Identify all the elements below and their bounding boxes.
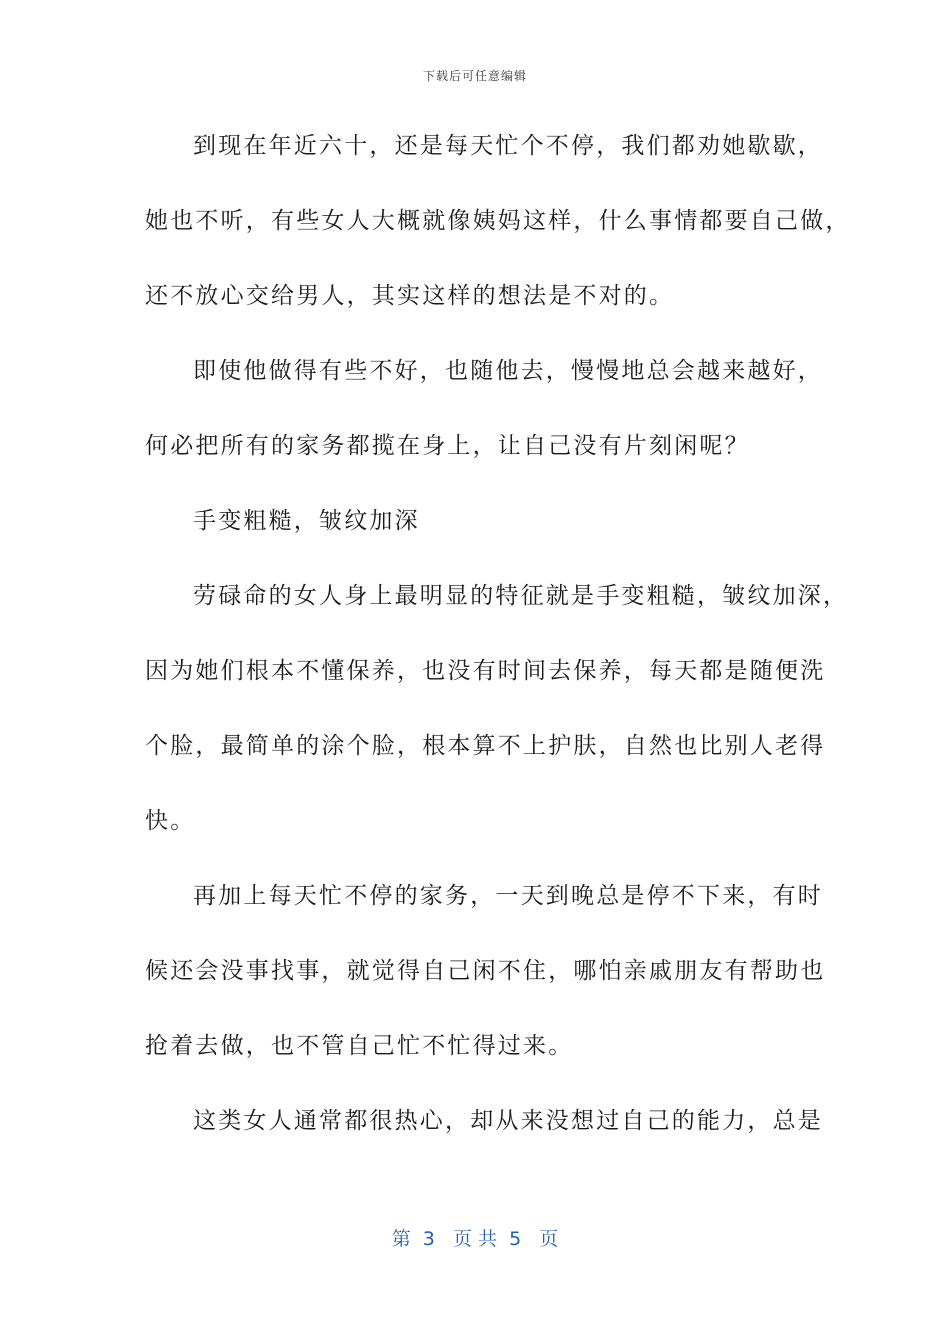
- paragraph-line: 个脸，最简单的涂个脸，根本算不上护肤，自然也比别人老得: [145, 733, 826, 759]
- paragraph-line: 快。: [145, 808, 196, 834]
- header-note: 下载后可任意编辑: [422, 69, 527, 83]
- paragraph-line: 即使他做得有些不好，也随他去，慢慢地总会越来越好，: [193, 358, 823, 384]
- paragraph-line: 再加上每天忙不停的家务，一天到晚总是停不下来，有时: [193, 883, 823, 909]
- paragraph-line: 还不放心交给男人，其实这样的想法是不对的。: [145, 283, 675, 309]
- paragraph-line: 何必把所有的家务都揽在身上，让自己没有片刻闲呢？: [145, 433, 750, 459]
- paragraph-line: 抢着去做，也不管自己忙不忙得过来。: [145, 1033, 574, 1059]
- paragraph-line: 到现在年近六十，还是每天忙个不停，我们都劝她歇歇，: [193, 133, 823, 159]
- document-body: [145, 118, 851, 1168]
- section-heading: 手变粗糙，皱纹加深: [193, 508, 420, 534]
- paragraph-line: 候还会没事找事，就觉得自己闲不住，哪怕亲戚朋友有帮助也: [145, 958, 826, 984]
- paragraph-line: 劳碌命的女人身上最明显的特征就是手变粗糙，皱纹加深，: [193, 583, 849, 609]
- paragraph-line: 这类女人通常都很热心，却从来没想过自己的能力，总是: [193, 1108, 823, 1134]
- page-number-footer: 第 3 页 共 5 页: [391, 1228, 559, 1250]
- paragraph-line: 因为她们根本不懂保养，也没有时间去保养，每天都是随便洗: [145, 658, 826, 684]
- paragraph-line: 她也不听，有些女人大概就像姨妈这样，什么事情都要自己做，: [145, 208, 851, 234]
